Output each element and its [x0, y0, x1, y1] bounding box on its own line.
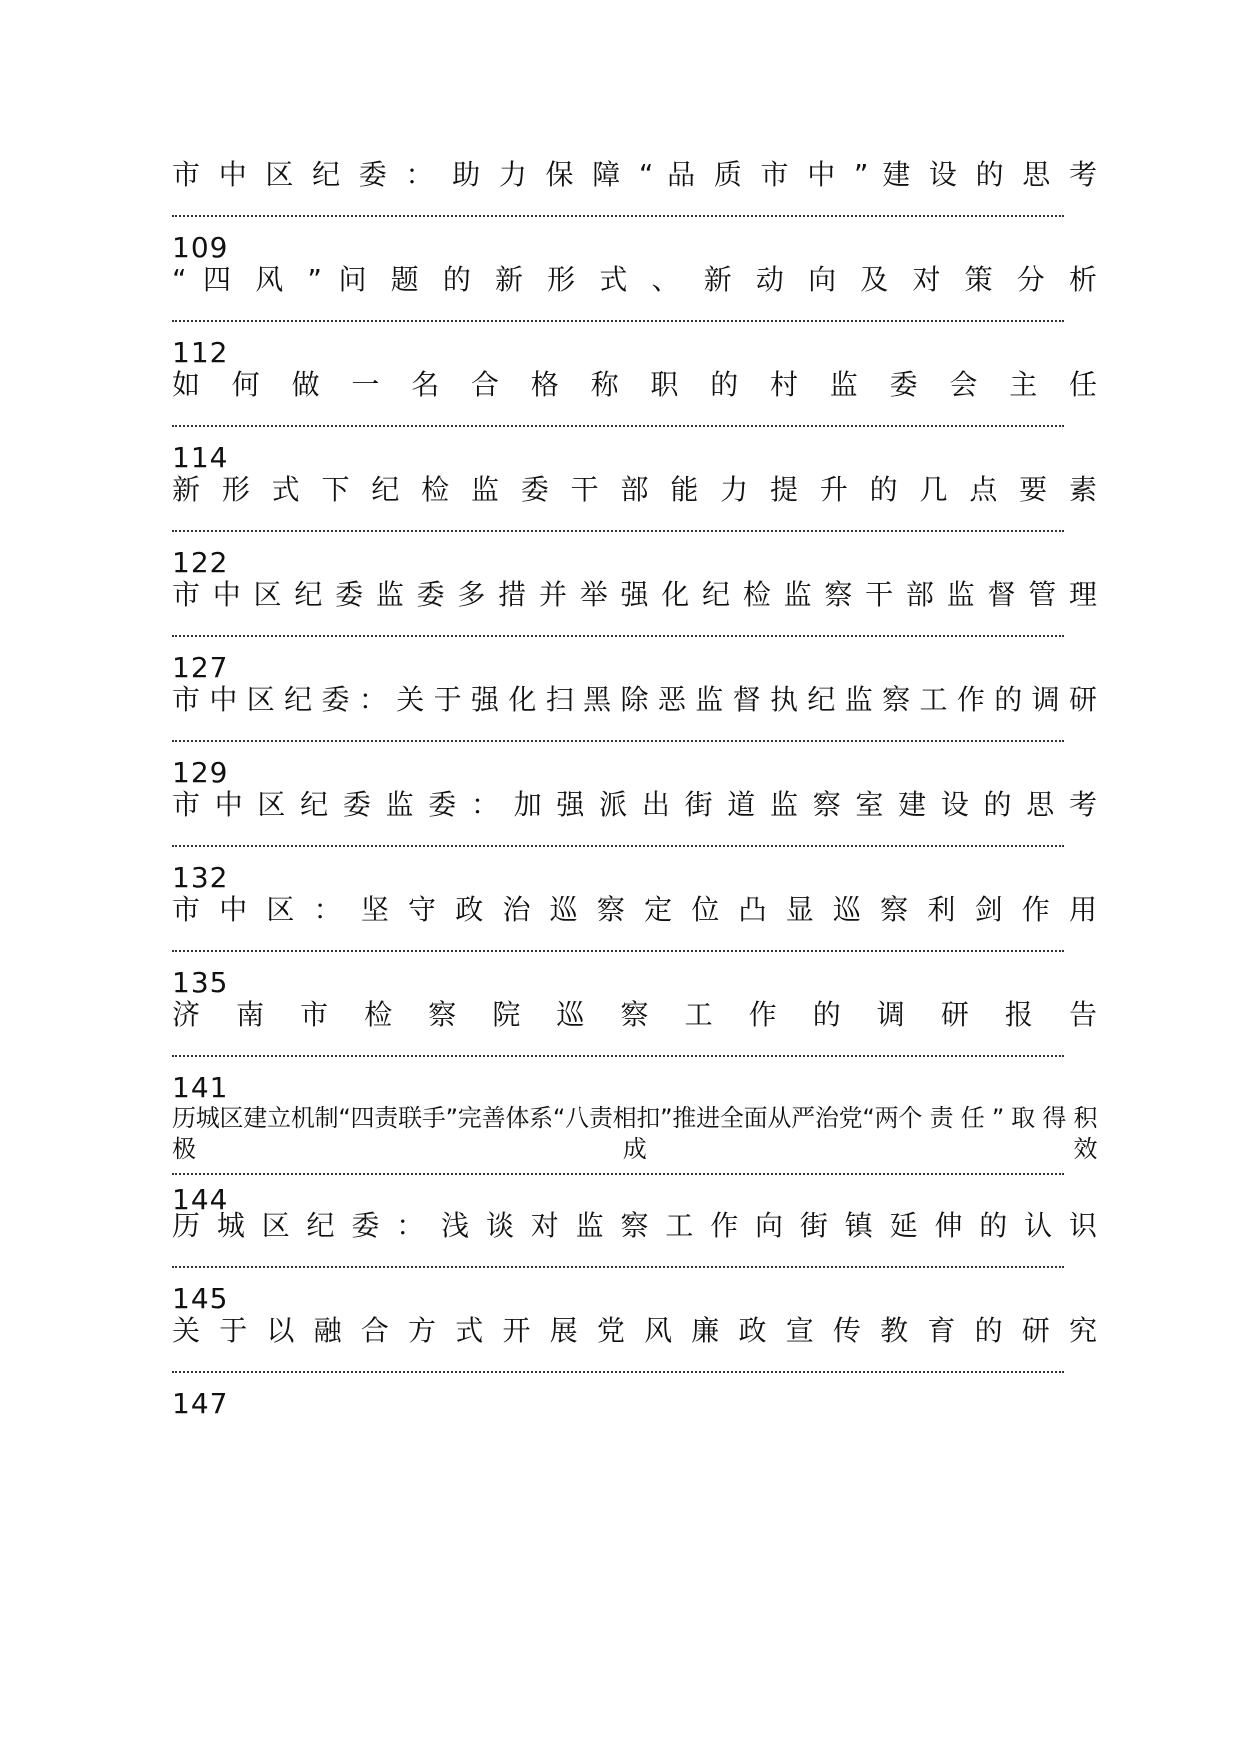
- toc-page-number: 141: [172, 1071, 229, 1104]
- toc-entry-title[interactable]: 市 中 区 纪 委 ： 关 于 强 化 扫 黑 除 恶 监 督 执 纪 监 察 工 作 的 调 研: [172, 683, 1097, 716]
- dot-leader: [172, 215, 1064, 217]
- toc-entry[interactable]: [172, 995, 1097, 1113]
- toc-entry[interactable]: [172, 785, 1097, 903]
- toc-page-number: 144: [172, 1183, 229, 1216]
- toc-entry-title[interactable]: 市 中 区 纪 委 监 委 ： 加 强 派 出 街 道 监 察 室 建 设 的 思 考: [172, 788, 1097, 821]
- toc-page-number: 132: [172, 861, 229, 894]
- dot-leader: [172, 950, 1064, 952]
- dot-leader: [172, 740, 1064, 742]
- toc-entry-title[interactable]: 市 中 区 ： 坚 守 政 治 巡 察 定 位 凸 显 巡 察 利 剑 作 用: [172, 893, 1097, 926]
- dot-leader: [172, 635, 1064, 637]
- toc-entry[interactable]: [172, 680, 1097, 798]
- toc-page-number: 114: [172, 441, 229, 474]
- dot-leader: [172, 425, 1064, 427]
- toc-page-number: 135: [172, 966, 229, 999]
- dot-leader: [172, 530, 1064, 532]
- toc-entry-title[interactable]: 历城区建立机制“四责联手”完善体系“八责相扣”推进全面从严治党“两个 责 任 ” 取 得 积 极 成 效: [172, 1104, 1097, 1163]
- toc-page: [172, 0, 1097, 1754]
- toc-entry-title[interactable]: 市 中 区 纪 委 ： 助 力 保 障 “ 品 质 市 中 ” 建 设 的 思 考: [172, 158, 1097, 191]
- dot-leader: [172, 845, 1064, 847]
- toc-entry-title[interactable]: 历 城 区 纪 委 ： 浅 谈 对 监 察 工 作 向 街 镇 延 伸 的 认 识: [172, 1209, 1097, 1242]
- toc-page-number: 145: [172, 1282, 229, 1315]
- toc-entry-title[interactable]: 济 南 市 检 察 院 巡 察 工 作 的 调 研 报 告: [172, 998, 1097, 1031]
- toc-entry[interactable]: [172, 260, 1097, 378]
- toc-entry-title[interactable]: 如 何 做 一 名 合 格 称 职 的 村 监 委 会 主 任: [172, 368, 1097, 401]
- toc-entry[interactable]: [172, 470, 1097, 588]
- toc-entry-title[interactable]: 新 形 式 下 纪 检 监 委 干 部 能 力 提 升 的 几 点 要 素: [172, 473, 1097, 506]
- toc-entry[interactable]: [172, 1206, 1097, 1324]
- dot-leader: [172, 1055, 1064, 1057]
- dot-leader: [172, 1173, 1064, 1175]
- toc-page-number: 122: [172, 546, 229, 579]
- dot-leader: [172, 320, 1064, 322]
- toc-entry[interactable]: [172, 575, 1097, 693]
- dot-leader: [172, 1266, 1064, 1268]
- toc-entry[interactable]: [172, 890, 1097, 1008]
- toc-entry-title[interactable]: 关 于 以 融 合 方 式 开 展 党 风 廉 政 宣 传 教 育 的 研 究: [172, 1314, 1097, 1347]
- toc-page-number: 112: [172, 336, 229, 369]
- toc-page-number: 147: [172, 1387, 229, 1420]
- toc-entry-title[interactable]: 市 中 区 纪 委 监 委 多 措 并 举 强 化 纪 检 监 察 干 部 监 督 管 理: [172, 578, 1097, 611]
- toc-entry[interactable]: [172, 1311, 1097, 1429]
- dot-leader: [172, 1371, 1064, 1373]
- toc-page-number: 127: [172, 651, 229, 684]
- toc-entry[interactable]: [172, 365, 1097, 483]
- toc-entry-title[interactable]: “ 四 风 ” 问 题 的 新 形 式 、 新 动 向 及 对 策 分 析: [172, 263, 1097, 296]
- toc-entry[interactable]: [172, 155, 1097, 273]
- toc-page-number: 129: [172, 756, 229, 789]
- toc-page-number: 109: [172, 231, 229, 264]
